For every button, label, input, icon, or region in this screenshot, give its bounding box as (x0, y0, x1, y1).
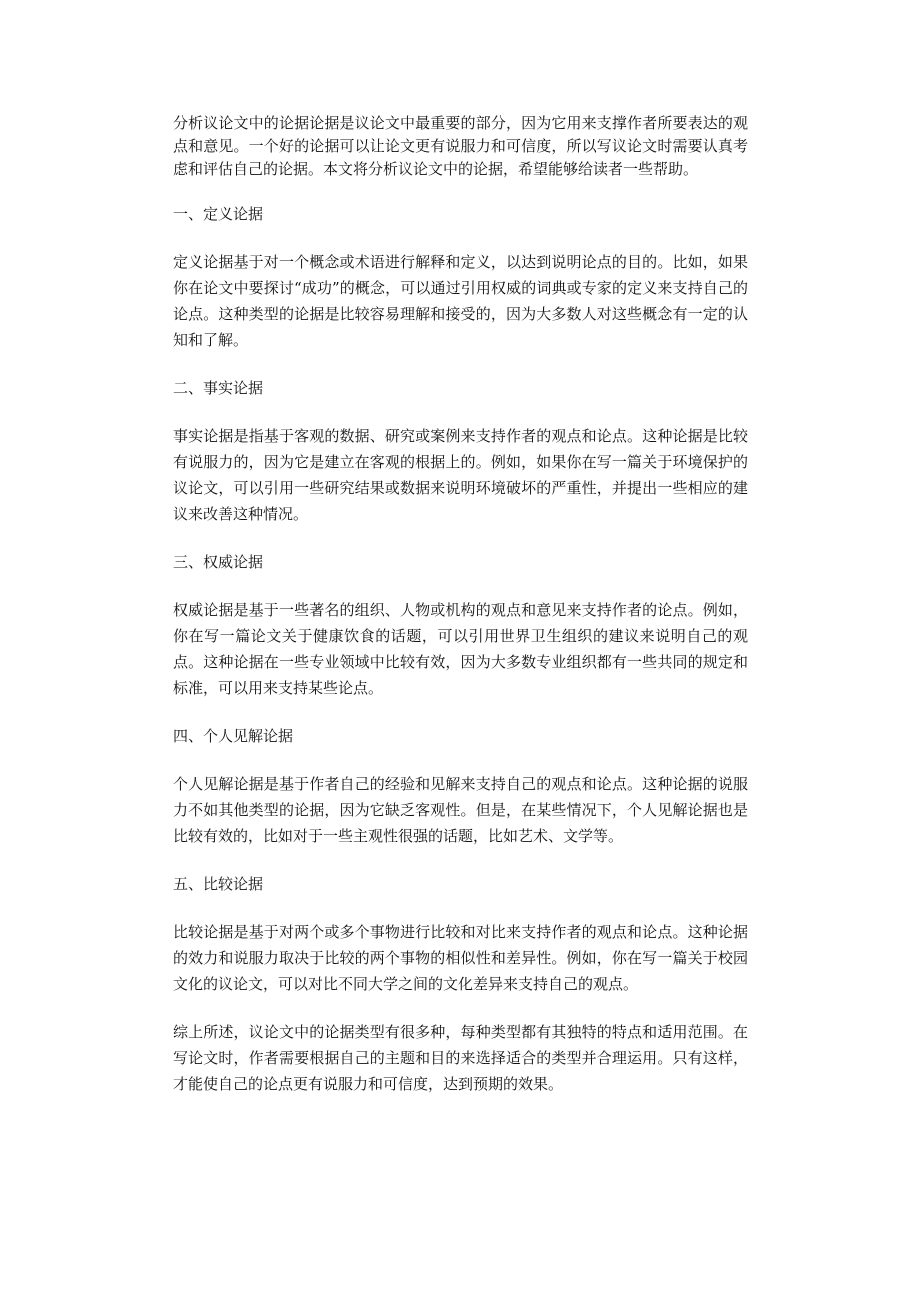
conclusion-paragraph: 综上所述，议论文中的论据类型有很多种，每种类型都有其独特的特点和适用范围。在写论文时，作者需要根据自己的主题和目的来选择适合的类型并合理运用。只有这样，才能使自己的论点更有说服力和可信度，达到预期的效果。 (173, 1023, 748, 1093)
section-body-personal: 个人见解论据是基于作者自己的经验和见解来支持自己的观点和论点。这种论据的说服力不如其他类型的论据，因为它缺乏客观性。但是，在某些情况下，个人见解论据也是比较有效的，比如对于一些主观性很强的话题，比如艺术、文学等。 (173, 775, 748, 845)
section-heading-authority: 三、权威论据 (173, 553, 264, 571)
section-heading-comparison: 五、比较论据 (173, 875, 264, 893)
section-body-comparison: 比较论据是基于对两个或多个事物进行比较和对比来支持作者的观点和论点。这种论据的效力和说服力取决于比较的两个事物的相似性和差异性。例如，你在写一篇关于校园文化的议论文，可以对比不同大学之间的文化差异来支持自己的观点。 (173, 923, 748, 993)
section-heading-definition: 一、定义论据 (173, 205, 264, 223)
section-body-definition: 定义论据基于对一个概念或术语进行解释和定义，以达到说明论点的目的。比如，如果你在论文中要探讨“成功”的概念，可以通过引用权威的词典或专家的定义来支持自己的论点。这种类型的论据是比较容易理解和接受的，因为大多数人对这些概念有一定的认知和了解。 (173, 253, 748, 349)
section-body-authority: 权威论据是基于一些著名的组织、人物或机构的观点和意见来支持作者的论点。例如，你在写一篇论文关于健康饮食的话题，可以引用世界卫生组织的建议来说明自己的观点。这种论据在一些专业领域中比较有效，因为大多数专业组织都有一些共同的规定和标准，可以用来支持某些论点。 (173, 601, 748, 697)
intro-paragraph: 分析议论文中的论据论据是议论文中最重要的部分，因为它用来支撑作者所要表达的观点和意见。一个好的论据可以让论文更有说服力和可信度，所以写议论文时需要认真考虑和评估自己的论据。本文将分析议论文中的论据，希望能够给读者一些帮助。 (173, 114, 748, 178)
document-page (173, 112, 748, 1097)
section-heading-fact: 二、事实论据 (173, 379, 264, 397)
section-heading-personal: 四、个人见解论据 (173, 727, 294, 745)
section-body-fact: 事实论据是指基于客观的数据、研究或案例来支持作者的观点和论点。这种论据是比较有说服力的，因为它是建立在客观的根据上的。例如，如果你在写一篇关于环境保护的议论文，可以引用一些研究结果或数据来说明环境破坏的严重性，并提出一些相应的建议来改善这种情况。 (173, 427, 748, 523)
